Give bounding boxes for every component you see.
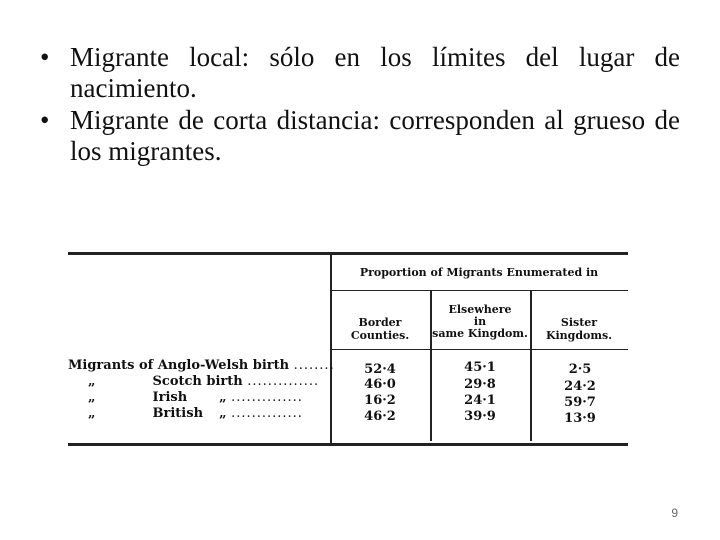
table-cell: 13·9	[564, 411, 596, 426]
bullet-text: Migrante local: sólo en los límites del lugar de nacimiento.	[70, 42, 680, 104]
table-cell: 52·4	[364, 362, 396, 377]
row-prefix: „	[88, 406, 96, 421]
col-header-line: Elsewhere	[448, 303, 512, 316]
row-label	[88, 406, 303, 421]
column-divider	[530, 291, 532, 441]
row-prefix: „	[88, 390, 96, 405]
row-leader-dots: ..............	[247, 374, 320, 389]
table-cell: 16·2	[364, 393, 396, 408]
row-label	[68, 358, 335, 373]
row-leader-dots: ..............	[231, 406, 303, 421]
row-name: Scotch birth	[152, 374, 243, 389]
table-cell: 2·5	[568, 362, 592, 377]
row-prefix: Migrants of	[68, 358, 154, 373]
header-rule	[330, 290, 628, 291]
table-cell: 59·7	[564, 395, 596, 410]
table-top-rule	[68, 252, 628, 255]
row-leader-dots: ........	[293, 358, 335, 373]
bullet-symbol: •	[40, 104, 50, 135]
row-prefix: „	[88, 374, 96, 389]
bullet-item	[40, 42, 680, 105]
row-name: Anglo-Welsh birth	[157, 358, 290, 373]
bullet-symbol: •	[40, 42, 50, 72]
table-cell: 46·0	[364, 377, 396, 392]
bullet-list	[40, 42, 680, 167]
table-cell: 29·8	[464, 377, 496, 392]
row-ditto: „	[219, 390, 227, 405]
row-name: Irish	[152, 390, 188, 405]
table-cell: 39·9	[464, 409, 496, 424]
table-cell: 45·1	[464, 360, 496, 375]
table-cell: 24·1	[464, 393, 496, 408]
table-bottom-rule	[68, 443, 628, 446]
page-number: 9	[671, 506, 678, 520]
col-header-line: in	[473, 315, 487, 328]
col-header-sister-kingdoms: Sister Kingdoms.	[545, 316, 613, 342]
row-label	[88, 390, 303, 405]
table-cell: 46·2	[364, 409, 396, 424]
col-header-border-counties: Border Counties.	[350, 316, 410, 342]
migrants-table-image	[68, 252, 628, 446]
row-label	[88, 374, 319, 389]
bullet-item	[40, 105, 680, 168]
col-header-line: same Kingdom.	[432, 327, 528, 340]
row-ditto: „	[219, 406, 227, 421]
row-name: British	[152, 406, 204, 421]
table-cell: 24·2	[564, 379, 596, 394]
group-header: Proportion of Migrants Enumerated in	[359, 266, 599, 279]
col-header-elsewhere	[430, 304, 530, 340]
bullet-text: Migrante de corta distancia: corresponden al grueso de los migrantes.	[70, 104, 680, 166]
column-divider	[330, 255, 332, 443]
body-rule	[330, 349, 628, 350]
row-leader-dots: ..............	[231, 390, 303, 405]
